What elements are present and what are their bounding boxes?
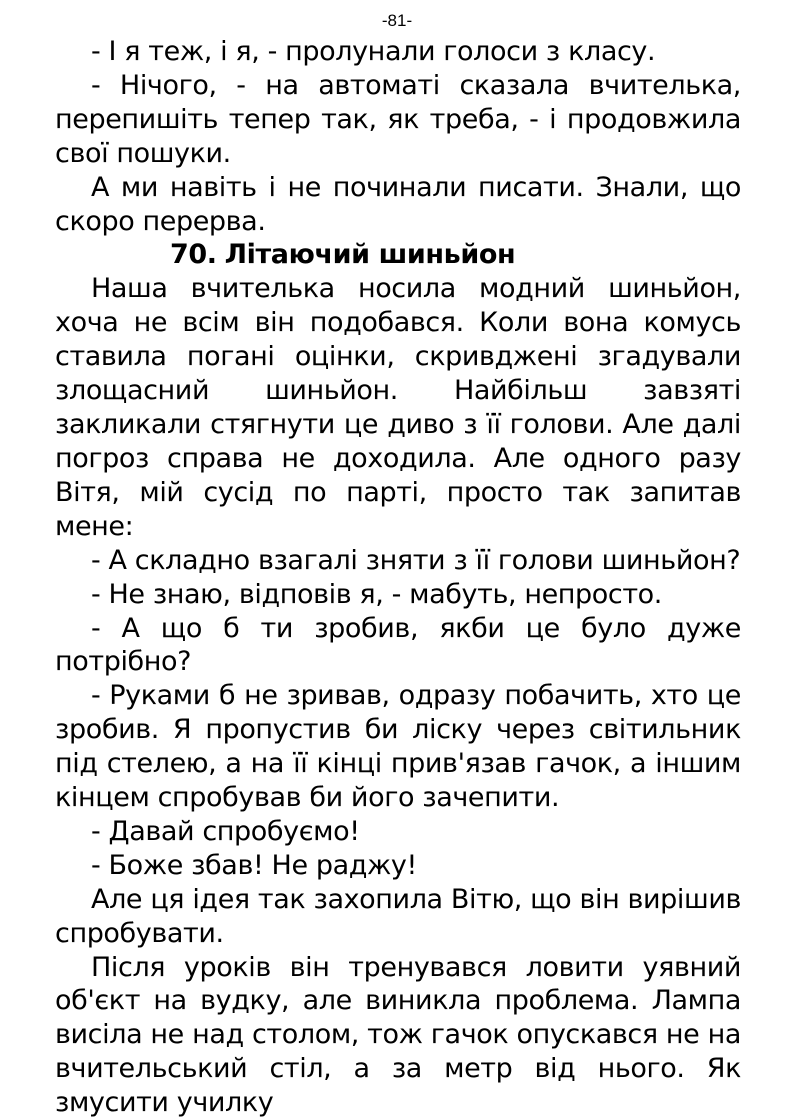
- paragraph: Після уроків він тренувався ловити уявний об'єкт на вудку, але виникла проблема. Лампа висіла не над столом, тож гачок опускався не на вчительський стіл, а за метр від нього. Як змусити училку: [55, 951, 741, 1119]
- text-body: [55, 35, 741, 1120]
- paragraph: - Давай спробуємо!: [91, 815, 360, 847]
- paragraph: - А складно взагалі зняти з її голови шиньйон?: [91, 544, 741, 576]
- paragraph: Наша вчителька носила модний шиньйон, хоча не всім він подобався. Коли вона комусь ставила погані оцінки, скривджені згадували злощасний шиньйон. Найбільш завзяті закликали стягнути це диво з її голови. Але далі погроз справа не доходила. Але одного разу Вітя, мій сусід по парті, просто так запитав мене:: [55, 273, 741, 542]
- chapter-title: Літаючий шиньйон: [224, 239, 516, 271]
- page-number: -81-: [381, 11, 413, 30]
- paragraph: Але ця ідея так захопила Вітю, що він вирішив спробувати.: [55, 883, 741, 949]
- paragraph: - Руками б не зривав, одразу побачить, хто це зробив. Я пропустив би ліску через світильник під стелею, а на її кінці прив'язав гачок, а іншим кінцем спробував би його зачепити.: [55, 680, 741, 814]
- chapter-heading: [55, 238, 741, 272]
- paragraph: - А що б ти зробив, якби це було дуже потрібно?: [55, 612, 741, 678]
- paragraph: - І я теж, і я, - пролунали голоси з класу.: [91, 36, 656, 67]
- paragraph: - Не знаю, відповів я, - мабуть, непросто.: [91, 578, 662, 610]
- paragraph: - Боже збав! Не раджу!: [91, 849, 417, 881]
- paragraph: А ми навіть і не починали писати. Знали, що скоро перерва.: [55, 171, 741, 237]
- chapter-number: 70.: [170, 239, 217, 271]
- paragraph: - Нічого, - на автоматі сказала вчителька, перепишіть тепер так, як треба, - і продовжила свої пошуки.: [55, 69, 741, 169]
